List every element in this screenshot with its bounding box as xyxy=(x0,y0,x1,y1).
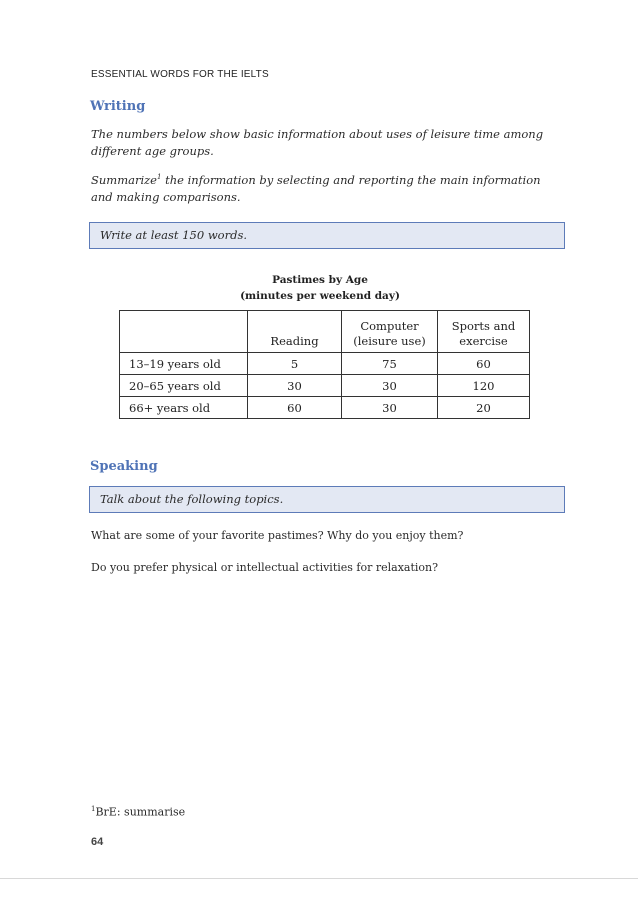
row-label: 20–65 years old xyxy=(120,375,248,397)
writing-task-text: Write at least 150 words. xyxy=(100,228,248,242)
footnote xyxy=(91,805,185,819)
speaking-question-1: What are some of your favorite pastimes? Why do you enjoy them? xyxy=(91,529,464,542)
writing-section-title: Writing xyxy=(90,99,146,114)
writing-intro: The numbers below show basic information about uses of leisure time among different age groups. xyxy=(91,127,544,158)
table-cell: 120 xyxy=(438,375,530,397)
footnote-marker: 1 xyxy=(91,805,96,813)
header-line: Computer xyxy=(360,319,419,333)
speaking-section-title: Speaking xyxy=(90,459,158,474)
table-row xyxy=(120,353,530,375)
table-cell: 30 xyxy=(248,375,342,397)
speaking-task-text: Talk about the following topics. xyxy=(100,492,284,506)
row-label: 66+ years old xyxy=(120,397,248,419)
table-cell: 30 xyxy=(342,397,438,419)
table-cell: 5 xyxy=(248,353,342,375)
table-header-row xyxy=(120,311,530,353)
table-header-cell xyxy=(248,311,342,353)
table-header-cell xyxy=(342,311,438,353)
header-line: (leisure use) xyxy=(353,334,426,348)
speaking-task-box xyxy=(89,486,565,513)
pastimes-table xyxy=(119,310,530,419)
table-title-line1: Pastimes by Age xyxy=(272,274,368,286)
bottom-rule xyxy=(0,878,638,879)
header-line: exercise xyxy=(459,334,508,348)
table-title xyxy=(200,272,440,304)
table-title-line2: (minutes per weekend day) xyxy=(240,290,400,302)
running-head: ESSENTIAL WORDS FOR THE IELTS xyxy=(91,69,269,80)
table-cell: 60 xyxy=(438,353,530,375)
table-header-cell xyxy=(120,311,248,353)
table-cell: 20 xyxy=(438,397,530,419)
table-cell: 60 xyxy=(248,397,342,419)
table-header-cell xyxy=(438,311,530,353)
table-cell: 30 xyxy=(342,375,438,397)
header-line: Sports and xyxy=(451,319,516,333)
footnote-ref: 1 xyxy=(157,173,162,181)
header-line: Reading xyxy=(270,334,319,348)
table-row xyxy=(120,397,530,419)
writing-task-box xyxy=(89,222,565,249)
table-cell: 75 xyxy=(342,353,438,375)
instruction-rest: the information by selecting and reporting the main information and making comparisons. xyxy=(91,172,541,204)
table-row xyxy=(120,375,530,397)
writing-instruction xyxy=(91,169,561,206)
page-number: 64 xyxy=(91,836,104,848)
speaking-question-2: Do you prefer physical or intellectual activities for relaxation? xyxy=(91,561,439,574)
instruction-word: Summarize xyxy=(91,172,157,187)
footnote-text: BrE: summarise xyxy=(95,805,186,819)
row-label: 13–19 years old xyxy=(120,353,248,375)
